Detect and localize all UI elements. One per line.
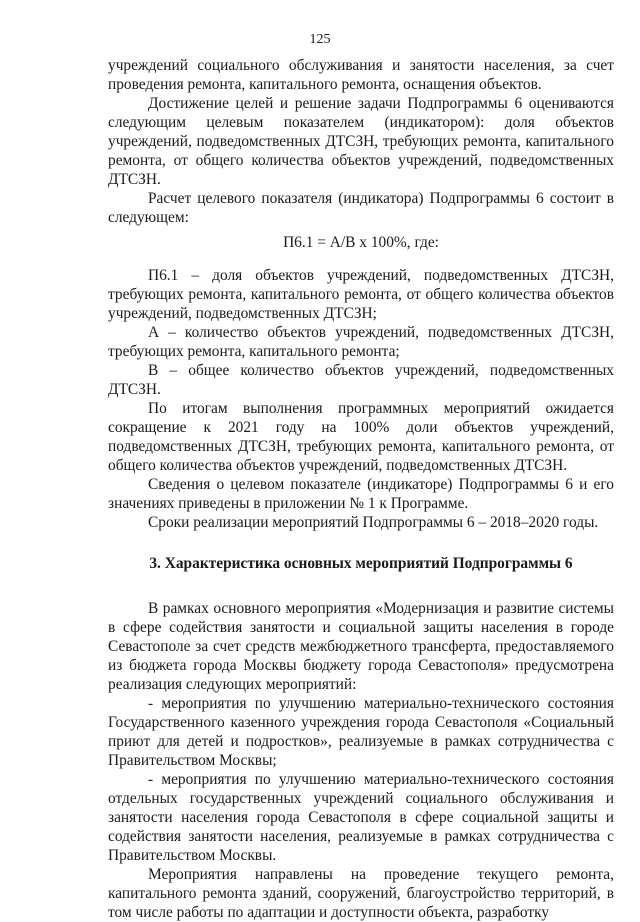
formula: П6.1 = А/В х 100%, где: <box>283 234 439 251</box>
list-item: - мероприятия по улучшению материально-технического состояния Государственного казенного учреждения города Севастополя «Социальный приют для детей и подростков», реализуемые в рамках сотрудничества с Правительством Москвы; <box>108 695 614 769</box>
definition-p61: П6.1 – доля объектов учреждений, подведомственных ДТСЗН, требующих ремонта, капитального ремонта, от общего количества объектов учреждений, подведомственных ДТСЗН; <box>108 267 614 322</box>
paragraph: Мероприятия направлены на проведение текущего ремонта, капитального ремонта зданий, сооружений, благоустройство территорий, в том числе работы по адаптации и доступности объекта, разработку <box>108 866 614 921</box>
paragraph: Сроки реализации мероприятий Подпрограммы 6 – 2018–2020 годы. <box>148 514 599 531</box>
list-item: - мероприятия по улучшению материально-технического состояния отдельных государственных учреждений социального обслуживания и занятости населения города Севастополя в сфере социальной защиты и содействия занятости населения, реализуемые в рамках сотрудничества с Правительством Москвы. <box>108 771 614 864</box>
section-heading: 3. Характеристика основных мероприятий Подпрограммы 6 <box>149 555 573 572</box>
page-number: 125 <box>309 32 331 47</box>
paragraph: В рамках основного мероприятия «Модернизация и развитие системы в сфере содействия занятости и социальной защиты населения в городе Севастополе за счет средств межбюджетного трансферта, предоставляемого из бюджета города Москвы бюджету города Севастополя» предусмотрена реализация следующих мероприятий: <box>108 600 614 693</box>
paragraph: По итогам выполнения программных мероприятий ожидается сокращение к 2021 году на 100% доли объектов учреждений, подведомственных ДТСЗН, требующих ремонта, капитального ремонта, от общего количества объектов учреждений, подведомственных ДТСЗН. <box>108 400 614 474</box>
definition-b: В – общее количество объектов учреждений, подведомственных ДТСЗН. <box>108 362 614 398</box>
document-body <box>108 56 614 922</box>
paragraph: Достижение целей и решение задачи Подпрограммы 6 оцениваются следующим целевым показателем (индикатором): доля объектов учреждений, подведомственных ДТСЗН, требующих ремонта, капитального ремонта, от общего количества объектов учреждений, подведомственных ДТСЗН. <box>108 95 614 188</box>
paragraph: учреждений социального обслуживания и занятости населения, за счет проведения ремонта, капитального ремонта, оснащения объектов. <box>108 57 614 93</box>
paragraph: Расчет целевого показателя (индикатора) Подпрограммы 6 состоит в следующем: <box>108 190 614 226</box>
definition-a: А – количество объектов учреждений, подведомственных ДТСЗН, требующих ремонта, капитального ремонта; <box>108 324 614 360</box>
paragraph: Сведения о целевом показателе (индикаторе) Подпрограммы 6 и его значениях приведены в приложении № 1 к Программе. <box>108 476 614 512</box>
